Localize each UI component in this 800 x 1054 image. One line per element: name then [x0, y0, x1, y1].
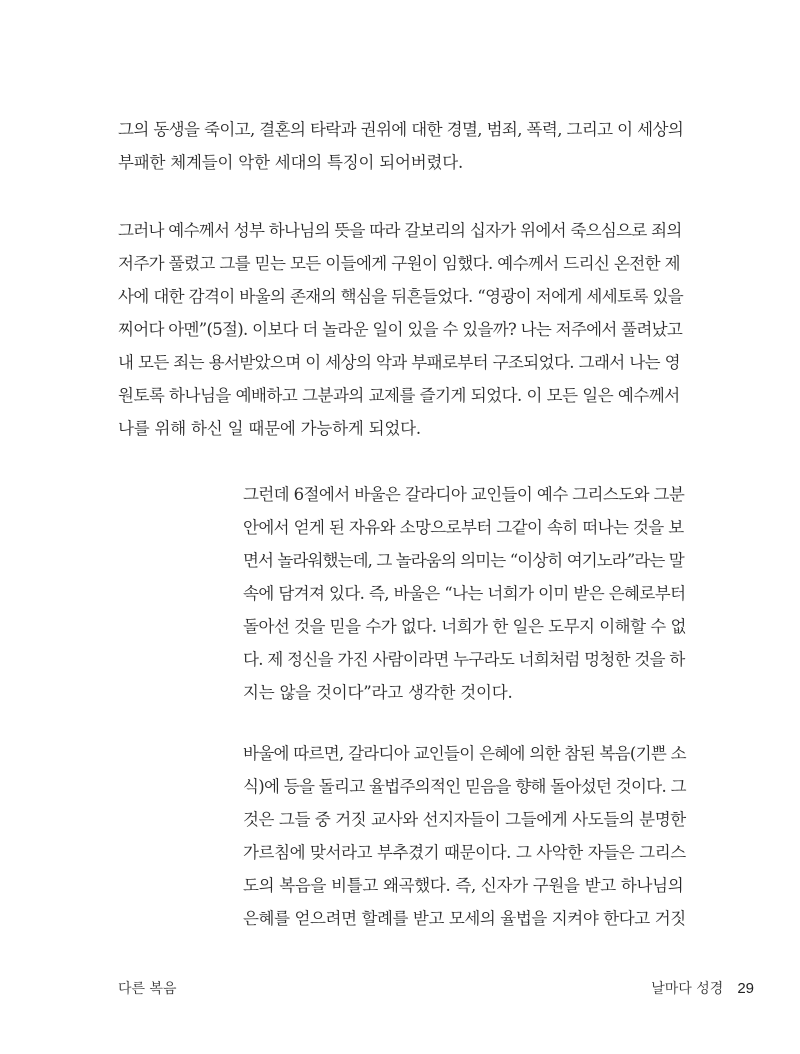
paragraph-line: 속에 담겨져 있다. 즉, 바울은 “나는 너희가 이미 받은 은혜로부터: [243, 584, 686, 603]
paragraph-line: 부패한 체계들이 악한 세대의 특징이 되어버렸다.: [118, 153, 464, 172]
paragraph-line: 것은 그들 중 거짓 교사와 선지자들이 그들에게 사도들의 분명한: [243, 810, 686, 829]
footer-publication-title: 날마다 성경: [651, 981, 724, 997]
paragraph-line: 은혜를 얻으려면 할례를 받고 모세의 율법을 지켜야 한다고 거짓: [243, 909, 686, 928]
paragraph-line: 내 모든 죄는 용서받았으며 이 세상의 악과 부패로부터 구조되었다. 그래서 나는 영: [118, 353, 680, 372]
paragraph-line: 나를 위해 하신 일 때문에 가능하게 되었다.: [118, 419, 421, 438]
paragraph-line: 도의 복음을 비틀고 왜곡했다. 즉, 신자가 구원을 받고 하나님의: [243, 876, 684, 895]
paragraph-3: [243, 478, 686, 709]
paragraph-line: 돌아선 것을 믿을 수가 없다. 너희가 한 일은 도무지 이해할 수 없: [243, 617, 686, 636]
paragraph-line: 사에 대한 감격이 바울의 존재의 핵심을 뒤흔들었다. “영광이 저에게 세세토록 있을: [118, 287, 684, 306]
page-number: 29: [737, 980, 754, 997]
paragraph-line: 그러나 예수께서 성부 하나님의 뜻을 따라 갈보리의 십자가 위에서 죽으심으로 죄의: [118, 221, 682, 240]
paragraph-line: 가르침에 맞서라고 부추겼기 때문이다. 그 사악한 자들은 그리스: [243, 843, 686, 862]
paragraph-line: 그런데 6절에서 바울은 갈라디아 교인들이 예수 그리스도와 그분: [243, 485, 685, 504]
paragraph-line: 그의 동생을 죽이고, 결혼의 타락과 권위에 대한 경멸, 범죄, 폭력, 그리고 이 세상의: [118, 120, 684, 139]
paragraph-line: 안에서 얻게 된 자유와 소망으로부터 그같이 속히 떠나는 것을 보: [243, 518, 684, 537]
paragraph-1: [118, 113, 683, 179]
paragraph-line: 지는 않을 것이다”라고 생각한 것이다.: [243, 683, 513, 702]
paragraph-line: 찌어다 아멘”(5절). 이보다 더 놀라운 일이 있을 수 있을까? 나는 저주에서 풀려났고: [118, 320, 683, 339]
footer-section-title: 다른 복음: [118, 981, 177, 997]
paragraph-4: [243, 737, 686, 935]
paragraph-2: [118, 214, 683, 445]
paragraph-line: 다. 제 정신을 가진 사람이라면 누구라도 너희처럼 멍청한 것을 하: [243, 650, 685, 669]
paragraph-line: 원토록 하나님을 예배하고 그분과의 교제를 즐기게 되었다. 이 모든 일은 예수께서: [118, 386, 680, 405]
paragraph-line: 식)에 등을 돌리고 율법주의적인 믿음을 향해 돌아섰던 것이다. 그: [243, 777, 686, 796]
footer-right: [651, 979, 754, 999]
paragraph-line: 바울에 따르면, 갈라디아 교인들이 은혜에 의한 참된 복음(기쁜 소: [243, 744, 686, 763]
paragraph-line: 면서 놀라워했는데, 그 놀라움의 의미는 “이상히 여기노라”라는 말: [243, 551, 684, 570]
paragraph-line: 저주가 풀렸고 그를 믿는 모든 이들에게 구원이 임했다. 예수께서 드리신 온전한 제: [118, 254, 680, 273]
